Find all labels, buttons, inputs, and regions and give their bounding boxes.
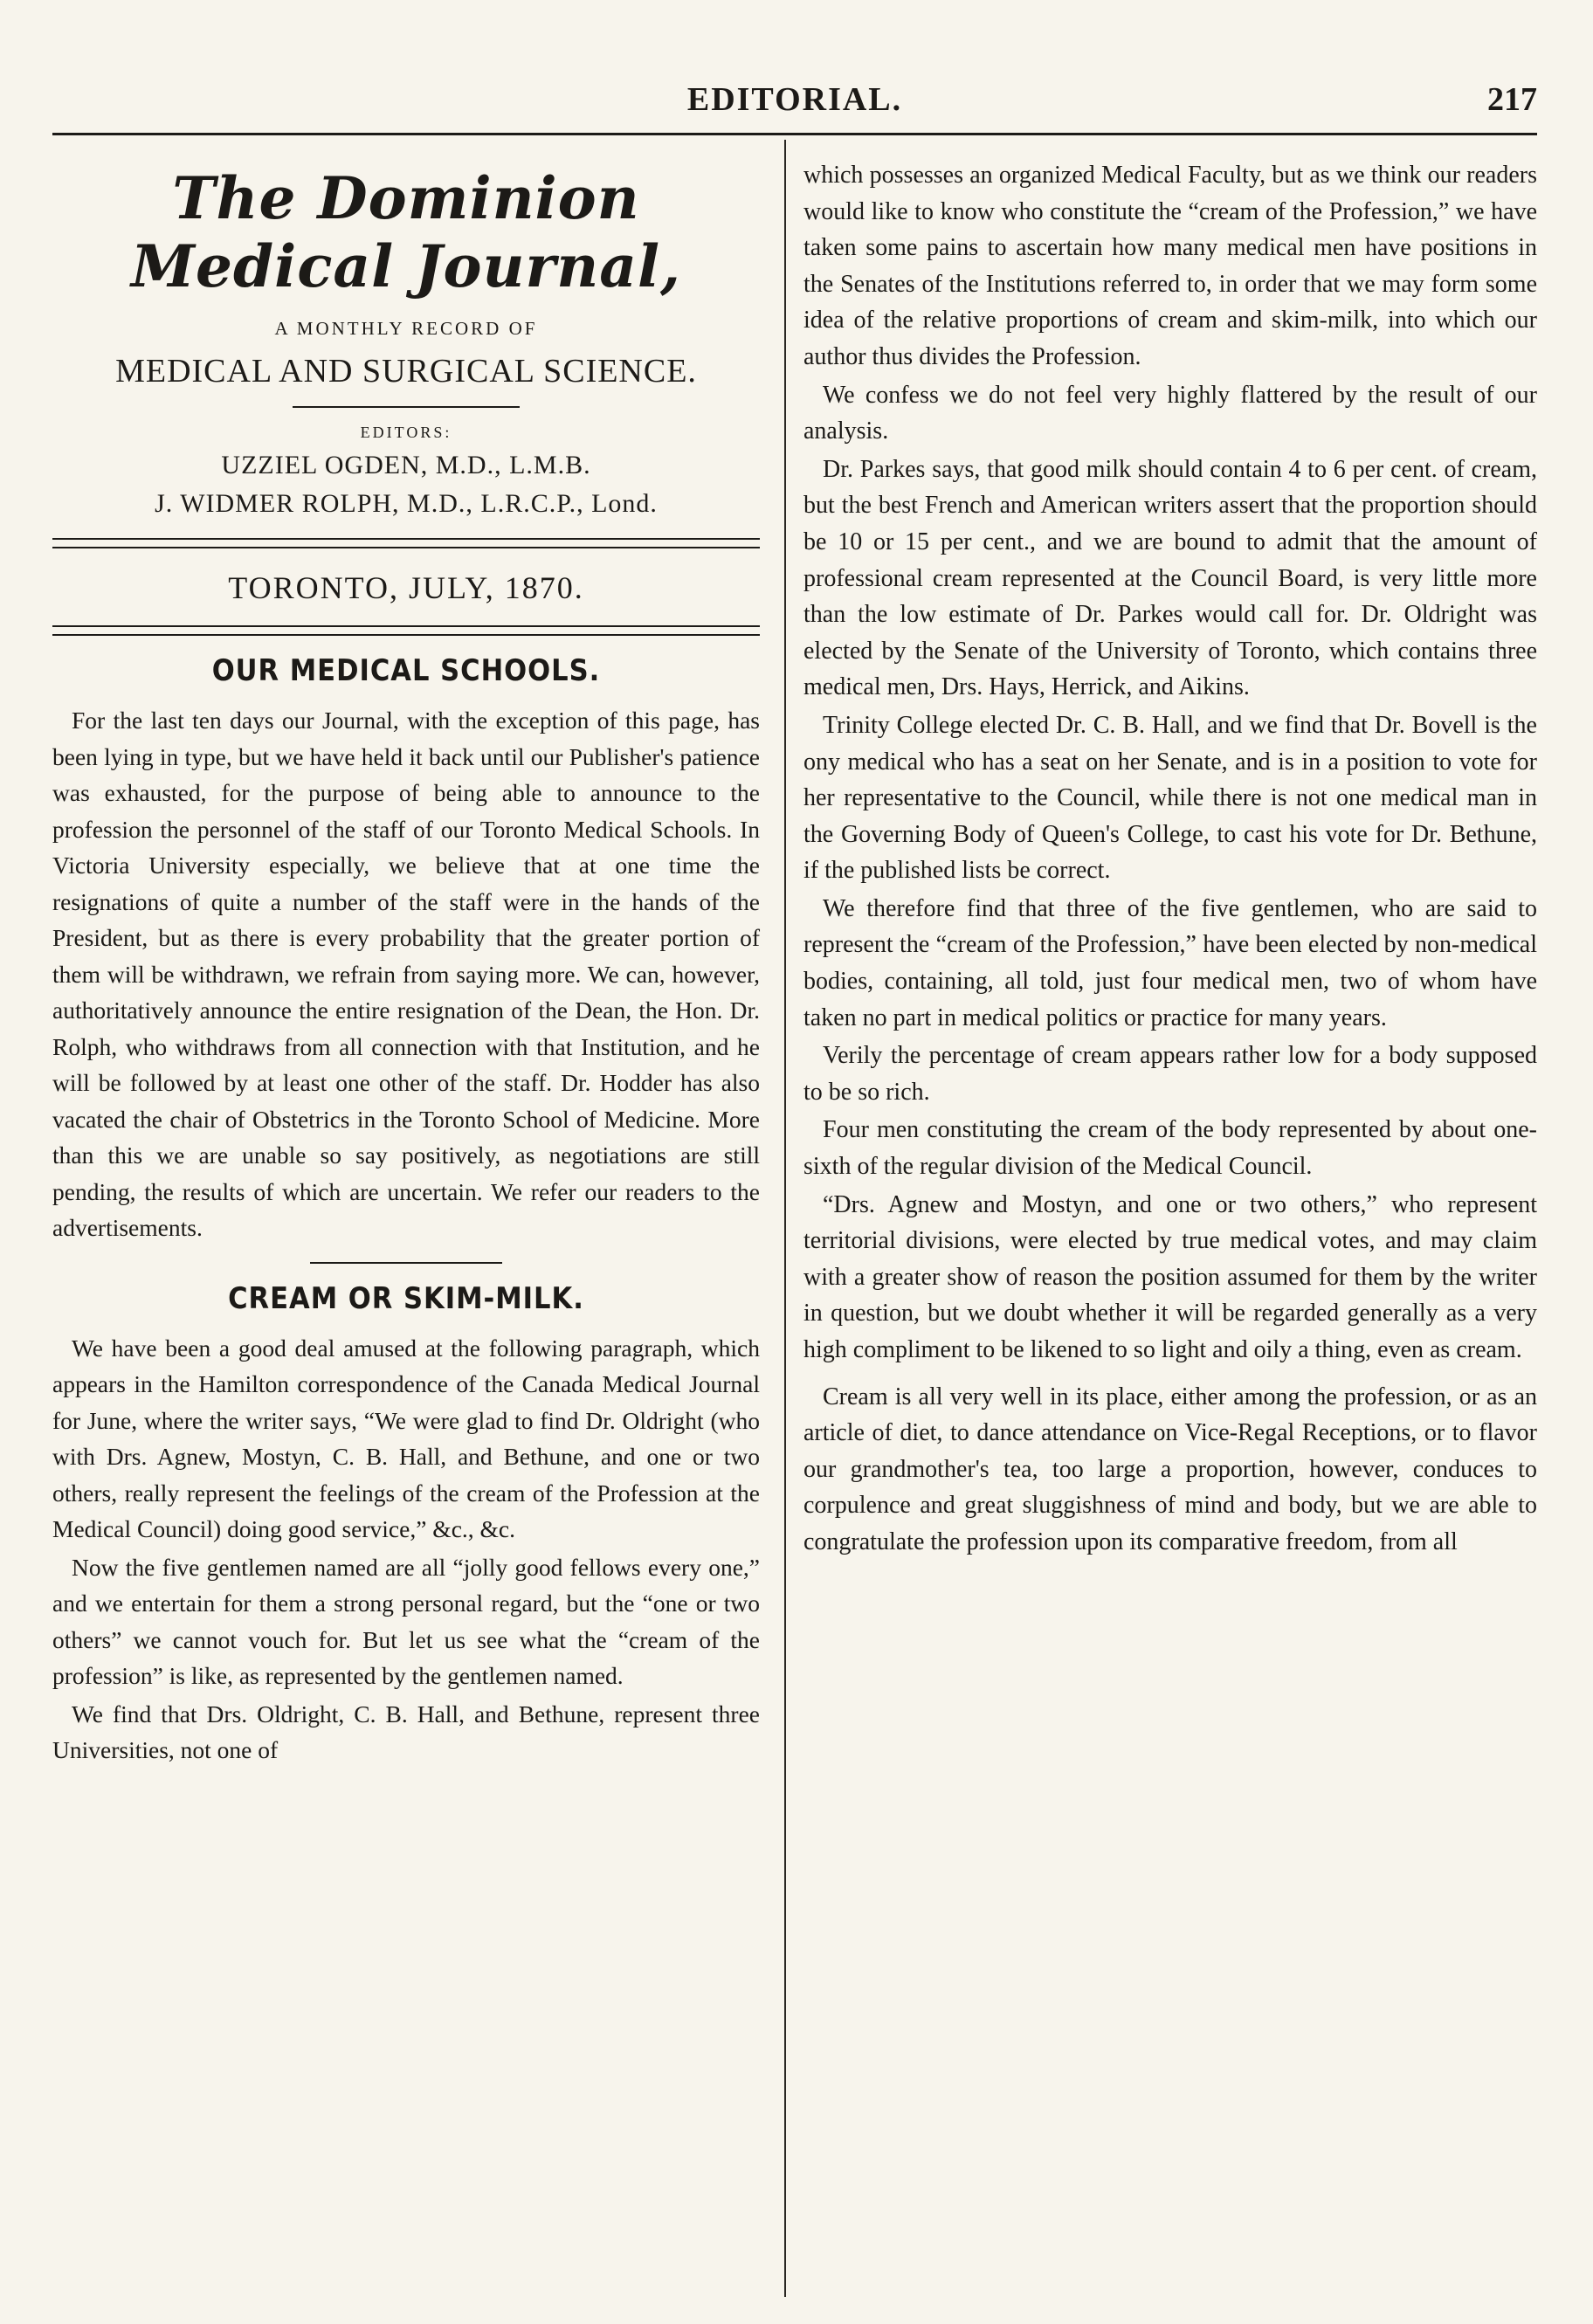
paragraph: For the last ten days our Journal, with the exception of this page, has been lying in type, but we have held it back until our Publisher's patience was exhausted, for the purpose of being able to announce to the profession the personnel of the staff of our Toronto Medical Schools. In Victoria University especially, we believe that at one time the resignations of quite a number of the staff were in the hands of the President, but as there is every probability that the greater portion of them will be withdrawn, we refrain from saying more. We can, however, authoritatively announce the entire resignation of the Dean, the Hon. Dr. Rolph, who withdraws from all connection with that Institution, and he will be followed by at least one other of the staff. Dr. Hodder has also vacated the chair of Obstetrics in the Toronto School of Medicine. More than this we are unable so say positively, as negotiations are still pending, the results of which are uncertain. We refer our readers to the advertisements. <box>52 707 760 1241</box>
editor-name: UZZIEL OGDEN, M.D., L.M.B. <box>221 451 591 479</box>
paragraph: “Drs. Agnew and Mostyn, and one or two others,” who represent territorial divisions, were elected by true medical votes, and may claim with a greater show of reason the position assumed for them by the writer in question, but we doubt whether it will be regarded generally as a very high compliment to be likened to so light and oily a thing, even as cream. <box>803 1190 1537 1363</box>
journal-subtitle: MEDICAL AND SURGICAL SCIENCE. <box>115 353 697 390</box>
journal-tagline: A MONTHLY RECORD OF <box>274 318 538 339</box>
paragraph: We confess we do not feel very highly flattered by the result of our analysis. <box>803 381 1537 445</box>
paragraph: Four men constituting the cream of the body represented by about one-sixth of the regular division of the Medical Council. <box>803 1116 1537 1181</box>
paragraph: We have been a good deal amused at the following paragraph, which appears in the Hamilton correspondence of the Canada Medical Journal for June, where the writer says, “We were glad to find Dr. Oldright (who with Drs. Agnew, Mostyn, C. B. Hall, and Bethune, and one or two others, really represent the feelings of the cream of the Profession at the Medical Council) doing good service,” &c., &c. <box>52 1334 760 1542</box>
ornament-divider <box>293 406 520 411</box>
double-rule <box>52 625 760 636</box>
header-rule <box>52 133 1537 135</box>
ornament-divider <box>310 1262 502 1264</box>
running-head-title: EDITORIAL. <box>686 81 903 118</box>
section-heading: OUR MEDICAL SCHOOLS. <box>211 653 601 688</box>
dateline: TORONTO, JULY, 1870. <box>228 570 584 605</box>
paragraph: We find that Drs. Oldright, C. B. Hall, and Bethune, represent three Universities, not one of <box>52 1700 760 1763</box>
right-column <box>803 157 1537 1561</box>
left-column <box>52 157 760 1769</box>
journal-title: The Dominion Medical Journal, <box>130 164 682 300</box>
paragraph: Cream is all very well in its place, either among the profession, or as an article of diet, to dance attendance on Vice-Regal Receptions, or to flavor our grandmother's tea, too large a proportion, however, conduces to corpulence and great sluggishness of mind and body, but we are able to congratulate the profession upon its comparative freedom, from all <box>803 1383 1537 1555</box>
section-heading: CREAM OR SKIM-MILK. <box>228 1280 584 1316</box>
paragraph: Trinity College elected Dr. C. B. Hall, and we find that Dr. Bovell is the ony medical who has a seat on her Senate, and is in a position to vote for her representative to the Council, while there is not one medical man in the Governing Body of Queen's College, to cast his vote for Dr. Bethune, if the published lists be correct. <box>803 711 1537 885</box>
paragraph: We therefore find that three of the five gentlemen, who are said to represent the “cream of the Profession,” have been elected by non-medical bodies, containing, all told, just four medical men, two of whom have taken no part in medical politics or practice for many years. <box>803 894 1537 1031</box>
page-number: 217 <box>1487 81 1537 118</box>
double-rule <box>52 538 760 548</box>
paragraph: which possesses an organized Medical Faculty, but as we think our readers would like to know who constitute the “cream of the Profession,” we have taken some pains to ascertain how many medical men have positions in the Senates of the Institutions referred to, in order that we may form some idea of the relative proportions of cream and skim-milk, into which our author thus divides the Profession. <box>803 162 1537 370</box>
paragraph: Now the five gentlemen named are all “jolly good fellows every one,” and we entertain for them a strong personal regard, but the “one or two others” we cannot vouch for. But let us see what the “cream of the profession” is like, as represented by the gentlemen named. <box>52 1553 760 1689</box>
editors-label: EDITORS: <box>360 424 452 441</box>
paragraph: Verily the percentage of cream appears rather low for a body supposed to be so rich. <box>803 1042 1537 1106</box>
editor-name: J. WIDMER ROLPH, M.D., L.R.C.P., Lond. <box>155 489 658 518</box>
column-divider <box>784 140 786 2297</box>
masthead <box>52 164 760 636</box>
running-head <box>52 80 1537 133</box>
paragraph: Dr. Parkes says, that good milk should contain 4 to 6 per cent. of cream, but the best French and American writers assert that the proportion should be 10 or 15 per cent., and we are bound to admit that the amount of professional cream represented at the Council Board, is very little more than the low estimate of Dr. Parkes would call for. Dr. Oldright was elected by the Senate of the University of Toronto, which contains three medical men, Drs. Hays, Herrick, and Aikins. <box>803 455 1537 701</box>
journal-page <box>52 0 1537 2324</box>
